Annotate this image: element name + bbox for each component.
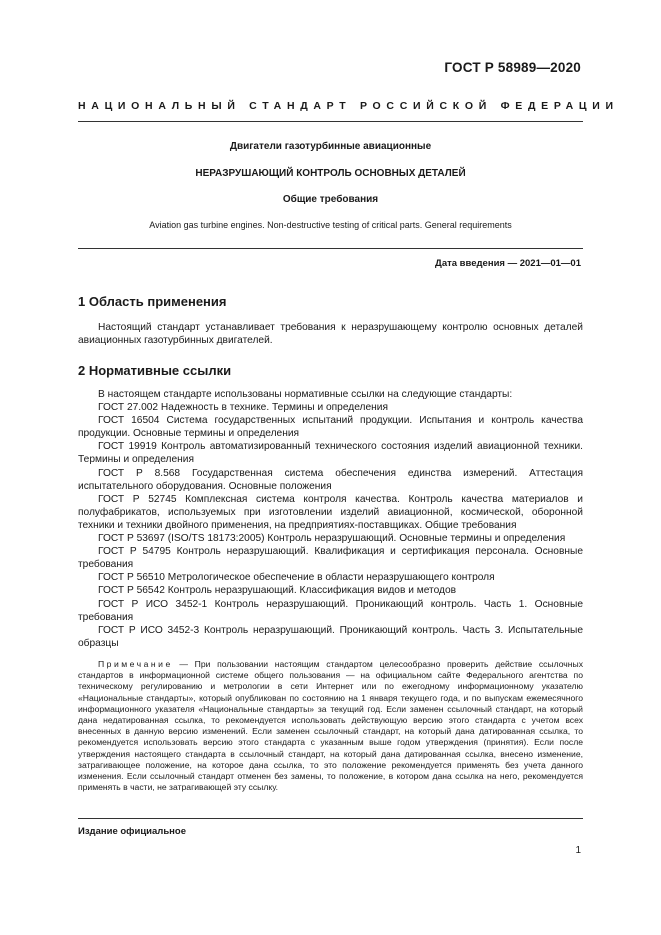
edition-label: Издание официальное (78, 826, 186, 837)
note-block (78, 659, 583, 793)
title-line-3: Общие требования (282, 194, 379, 205)
reference-item: ГОСТ 16504 Система государственных испытаний продукции. Испытания и контроль качества продукции. Основные термины и определения (78, 415, 583, 440)
standard-title: НАЦИОНАЛЬНЫЙ СТАНДАРТ РОССИЙСКОЙ ФЕДЕРАЦИИ (78, 100, 619, 112)
reference-item: ГОСТ 27.002 Надежность в технике. Термины и определения (98, 402, 388, 414)
note-label: Примечание (98, 659, 173, 669)
section-1-body (78, 321, 583, 347)
references-intro: В настоящем стандарте использованы нормативные ссылки на следующие стандарты: (98, 389, 513, 400)
reference-item: ГОСТ Р 52745 Комплексная система контроля качества. Контроль качества материалов и полуфабрикатов, используемых при изготовлении изделий авиационной, космической, оборонной техники и техники двойного применения, на предприятиях-поставщиках. Общие требования (78, 493, 583, 531)
reference-item: ГОСТ 19919 Контроль автоматизированный технического состояния изделий авиационной техники. Термины и определения (78, 441, 583, 466)
reference-item: ГОСТ Р 53697 (ISO/TS 18173:2005) Контроль неразрушающий. Основные термины и определения (98, 533, 566, 545)
title-english: Aviation gas turbine engines. Non-destructive testing of critical parts. General requirements (149, 220, 512, 230)
section-1-heading: 1 Область применения (78, 294, 227, 309)
section-1-text: Настоящий стандарт устанавливает требования к неразрушающему контролю основных деталей авиационных газотурбинных двигателей. (78, 322, 583, 347)
document-number: ГОСТ Р 58989—2020 (444, 60, 581, 75)
reference-item: ГОСТ Р 8.568 Государственная система обеспечения единства измерений. Аттестация испытательного оборудования. Основные положения (78, 467, 583, 492)
footer-divider (78, 818, 583, 819)
section-2-heading: 2 Нормативные ссылки (78, 363, 232, 378)
reference-item: ГОСТ Р 56542 Контроль неразрушающий. Классификация видов и методов (98, 585, 457, 597)
reference-item: ГОСТ Р 54795 Контроль неразрушающий. Квалификация и сертификация персонала. Основные требования (78, 546, 583, 571)
page-number: 1 (575, 845, 581, 856)
header-divider (78, 121, 583, 122)
title-line-1: Двигатели газотурбинные авиационные (229, 141, 432, 152)
introduction-date: Дата введения — 2021—01—01 (435, 258, 581, 269)
title-line-2: НЕРАЗРУШАЮЩИЙ КОНТРОЛЬ ОСНОВНЫХ ДЕТАЛЕЙ (195, 168, 466, 179)
reference-item: ГОСТ Р ИСО 3452-1 Контроль неразрушающий. Проникающий контроль. Часть 1. Основные требования (78, 598, 583, 623)
reference-item: ГОСТ Р 56510 Метрологическое обеспечение в области неразрушающего контроля (98, 572, 495, 584)
note-text: — При пользовании настоящим стандартом целесообразно проверить действие ссылочных стандартов в информационной системе общего пользования — на официальном сайте Федерального агентства по техническому регулированию и метрологии в сети Интернет или по ежегодному информационному указателю «Национальные стандарты», который опубликован по состоянию на 1 января текущего года, и по выпускам ежемесячного информационного указателя «Национальные стандарты» за текущий год. Если заменен ссылочный стандарт, на который дана недатированная ссылка, то рекомендуется использовать действующую версию этого стандарта с учетом всех внесенных в данную версию изменений. Если заменен ссылочный стандарт, на который дана датированная ссылка, то рекомендуется использовать версию этого стандарта с указанным выше годом утверждения (принятия). Если после утверждения настоящего стандарта в ссылочный стандарт, на который дана датированная ссылка, внесено изменение, затрагивающее положение, на которое дана ссылка, то это положение рекомендуется применять без учета данного изменения. Если ссылочный стандарт отменен без замены, то положение, в котором дана ссылка на него, рекомендуется применять в части, не затрагивающей эту ссылку. (78, 659, 583, 793)
references-list (78, 388, 583, 650)
reference-item: ГОСТ Р ИСО 3452-3 Контроль неразрушающий. Проникающий контроль. Часть 3. Испытательные образцы (78, 624, 583, 649)
title-divider (78, 248, 583, 249)
